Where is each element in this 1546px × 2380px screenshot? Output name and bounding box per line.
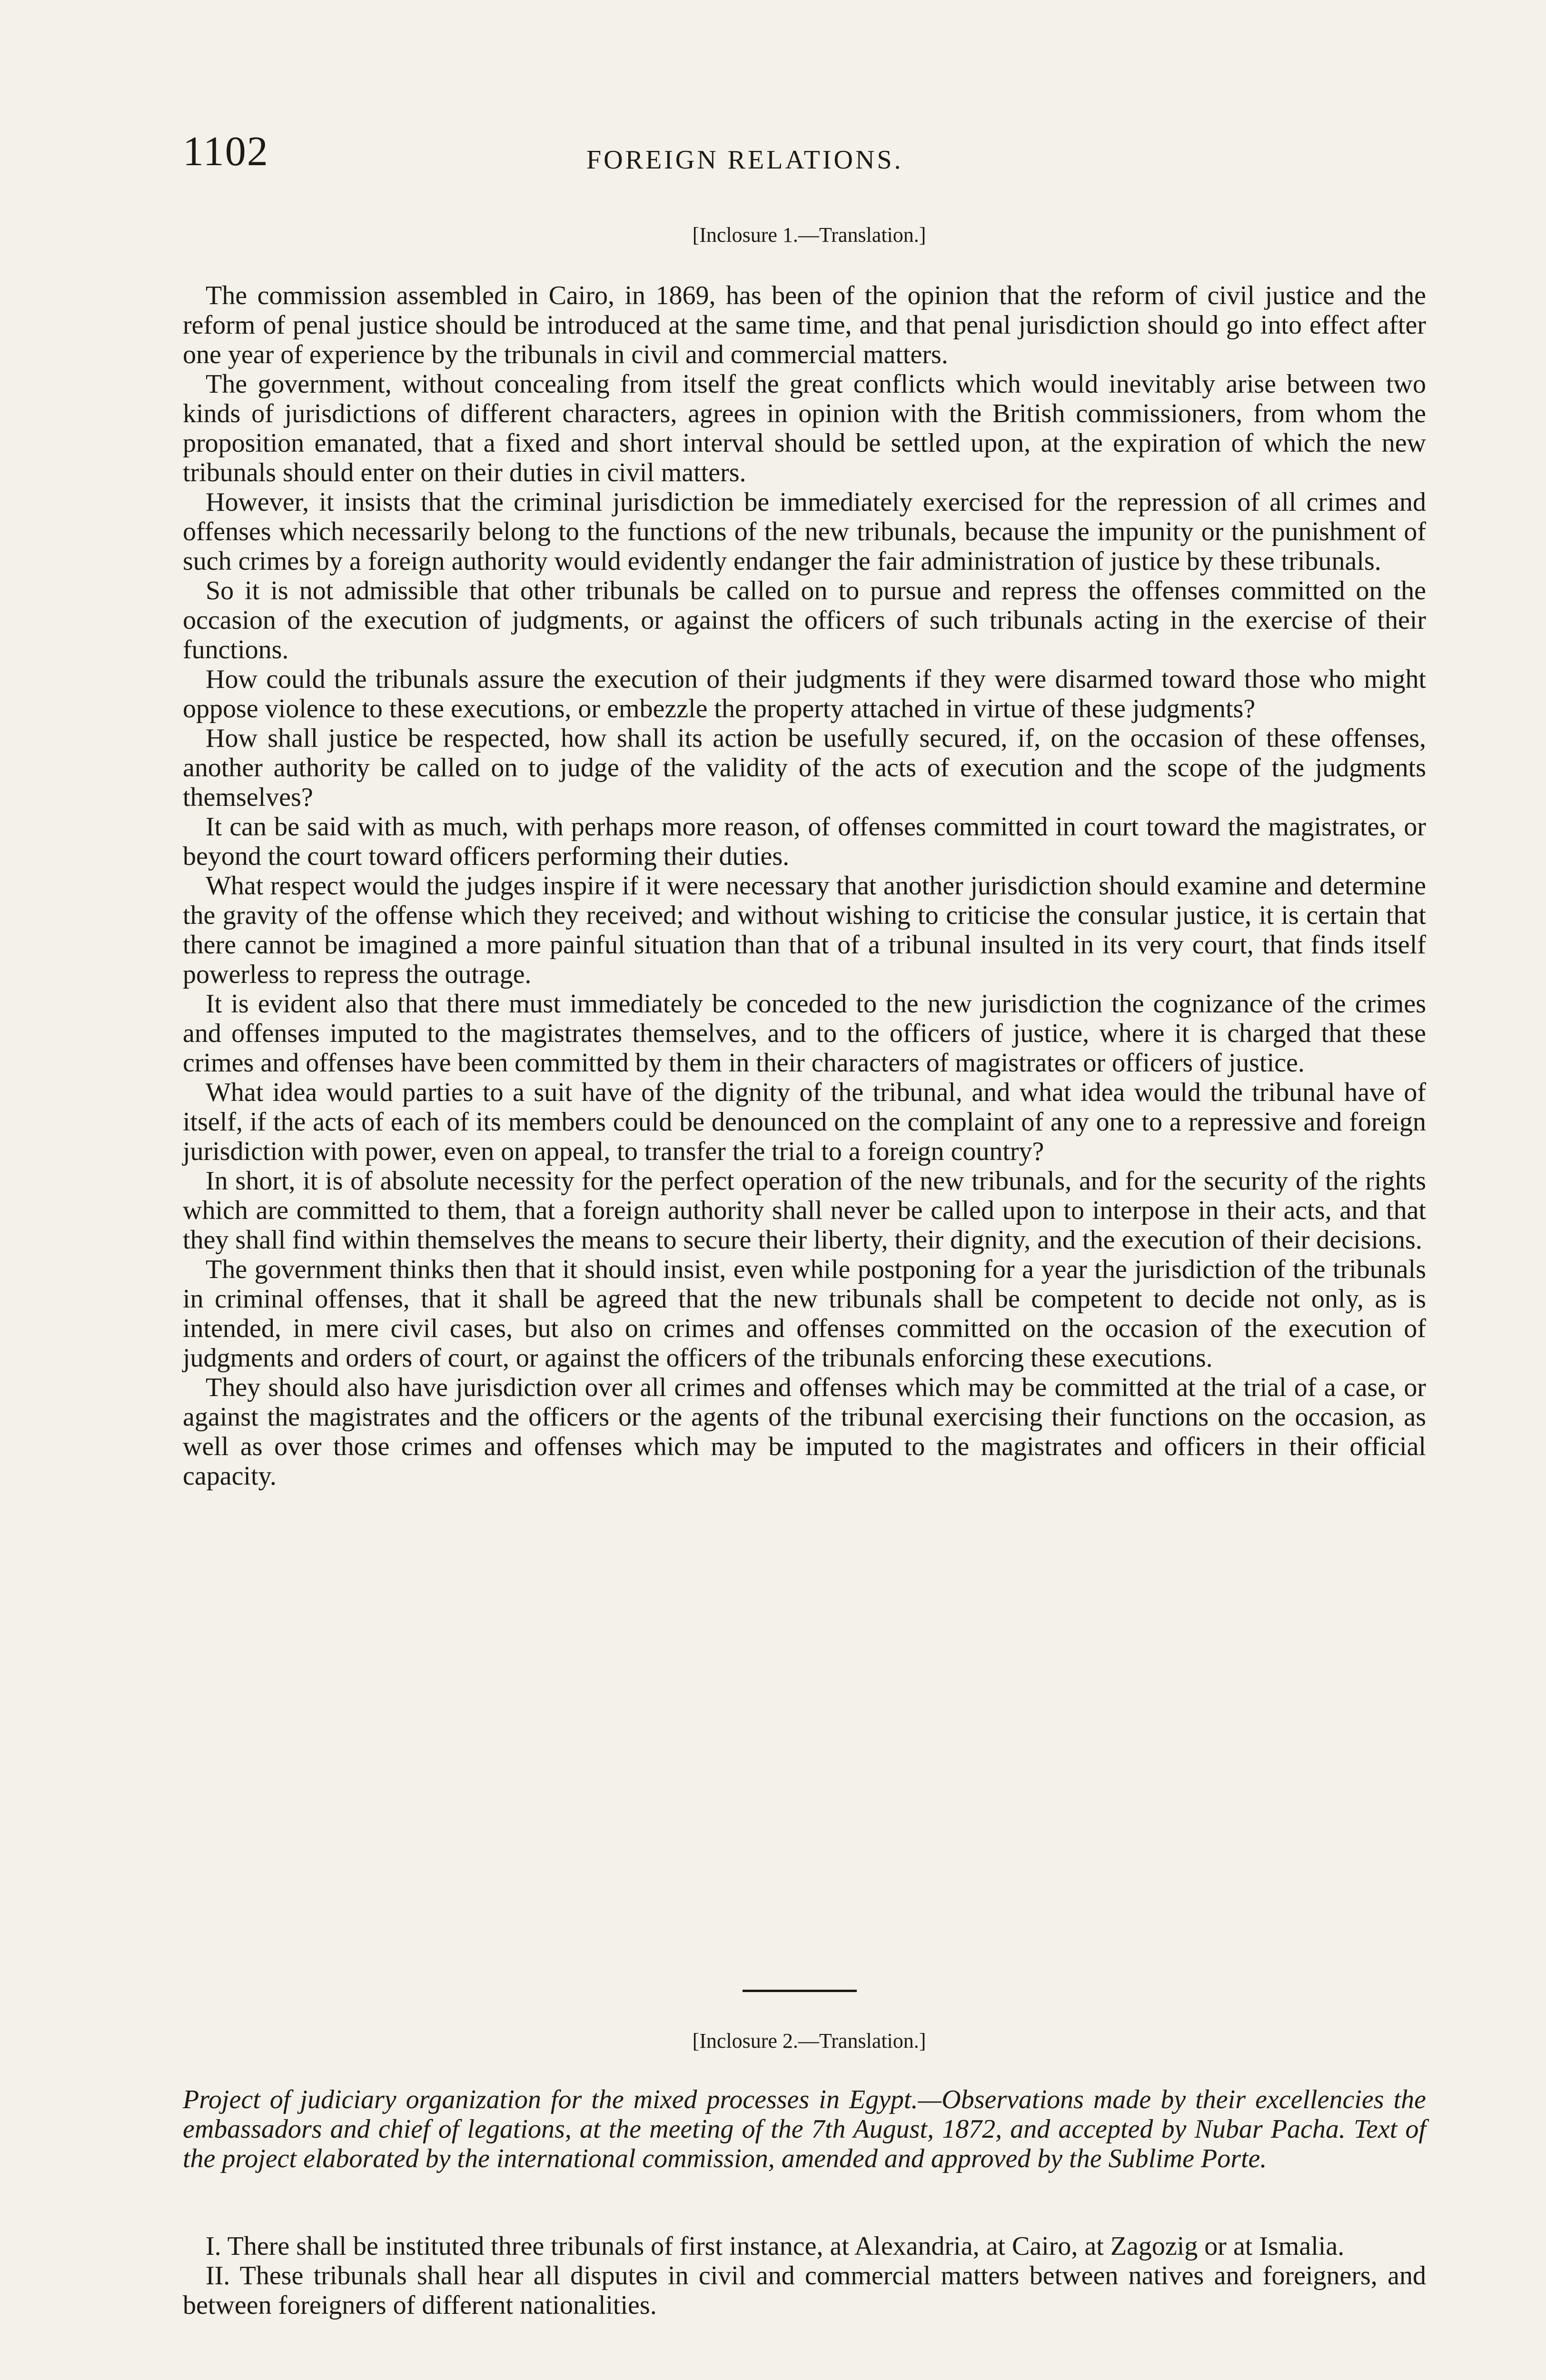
inclosure-1-paragraph: What idea would parties to a suit have of the dignity of the tribunal, and what idea would the tribunal have of itself, if the acts of each of its members could be denounced on the complaint of any one to a repressive and foreign jurisdiction with power, even on appeal, to transfer the trial to a foreign country? [183,1078,1426,1166]
inclosure-1-body [183,281,1426,1491]
inclosure-1-paragraph: It can be said with as much, with perhaps more reason, of offenses committed in court toward the magistrates, or beyond the court toward officers performing their duties. [183,812,1426,871]
section-separator-rule [743,1990,857,1992]
inclosure-1-paragraph: In short, it is of absolute necessity for the perfect operation of the new tribunals, and for the security of the rights which are committed to them, that a foreign authority shall never be called upon to interpose in their acts, and that they shall find within themselves the means to secure their liberty, their dignity, and the execution of their decisions. [183,1166,1426,1255]
page-number: 1102 [183,129,269,175]
inclosure-1-paragraph: The commission assembled in Cairo, in 1869, has been of the opinion that the reform of civil justice and the reform of penal justice should be introduced at the same time, and that penal jurisdiction should go into effect after one year of experience by the tribunals in civil and commercial matters. [183,281,1426,369]
page-header [183,128,1430,185]
inclosure-1-paragraph: However, it insists that the criminal jurisdiction be immediately exercised for the repression of all crimes and offenses which necessarily belong to the functions of the new tribunals, because the impunity or the punishment of such crimes by a foreign authority would evidently endanger the fair administration of justice by these tribunals. [183,487,1426,576]
inclosure-1-paragraph: How could the tribunals assure the execution of their judgments if they were disarmed toward those who might oppose violence to these executions, or embezzle the property attached in virtue of these judgments? [183,664,1426,724]
inclosure-1-paragraph: It is evident also that there must immediately be conceded to the new jurisdiction the cognizance of the crimes and offenses imputed to the magistrates themselves, and to the officers of justice, where it is charged that these crimes and offenses have been committed by them in their characters of magistrates or officers of justice. [183,989,1426,1078]
inclosure-2-heading: [Inclosure 2.—Translation.] [692,2029,926,2053]
running-title: FOREIGN RELATIONS. [586,145,903,175]
inclosure-1-heading: [Inclosure 1.—Translation.] [692,223,926,247]
inclosure-1-paragraph: The government, without concealing from itself the great conflicts which would inevitably arise between two kinds of jurisdictions of different characters, agrees in opinion with the British commissioners, from whom the proposition emanated, that a fixed and short interval should be settled upon, at the expiration of which the new tribunals should enter on their duties in civil matters. [183,369,1426,487]
inclosure-1-paragraph: So it is not admissible that other tribunals be called on to pursue and repress the offenses committed on the occasion of the execution of judgments, or against the officers of such tribunals acting in the exercise of their functions. [183,576,1426,664]
inclosure-1-paragraph: How shall justice be respected, how shall its action be usefully secured, if, on the occasion of these offenses, another authority be called on to judge of the validity of the acts of execution and the scope of the judgments themselves? [183,724,1426,812]
article-item: II. These tribunals shall hear all disputes in civil and commercial matters between natives and foreigners, and between foreigners of different nationalities. [183,2261,1426,2320]
inclosure-1-paragraph: They should also have jurisdiction over all crimes and offenses which may be committed at the trial of a case, or against the magistrates and the officers or the agents of the tribunal exercising their functions on the occasion, as well as over those crimes and offenses which may be imputed to the magistrates and officers in their official capacity. [183,1373,1426,1491]
article-item: I. There shall be instituted three tribunals of first instance, at Alexandria, at Cairo, at Zagozig or at Ismalia. [206,2231,1345,2261]
project-articles [183,2231,1426,2320]
inclosure-1-paragraph: The government thinks then that it should insist, even while postponing for a year the jurisdiction of the tribunals in criminal offenses, that it shall be agreed that the new tribunals shall be competent to decide not only, as is intended, in mere civil cases, but also on crimes and offenses committed on the occasion of the execution of judgments and orders of court, or against the officers of the tribunals enforcing these executions. [183,1255,1426,1373]
project-title: Project of judiciary organization for the mixed processes in Egypt.—Observations made by their excellencies the embassadors and chief of legations, at the meeting of the 7th August, 1872, and accepted by Nubar Pacha. Text of the project elaborated by the international commission, amended and approved by the Sublime Porte. [183,2085,1426,2173]
inclosure-1-paragraph: What respect would the judges inspire if it were necessary that another jurisdiction should examine and determine the gravity of the offense which they received; and without wishing to criticise the consular justice, it is certain that there cannot be imagined a more painful situation than that of a tribunal insulted in its very court, that finds itself powerless to repress the outrage. [183,871,1426,989]
